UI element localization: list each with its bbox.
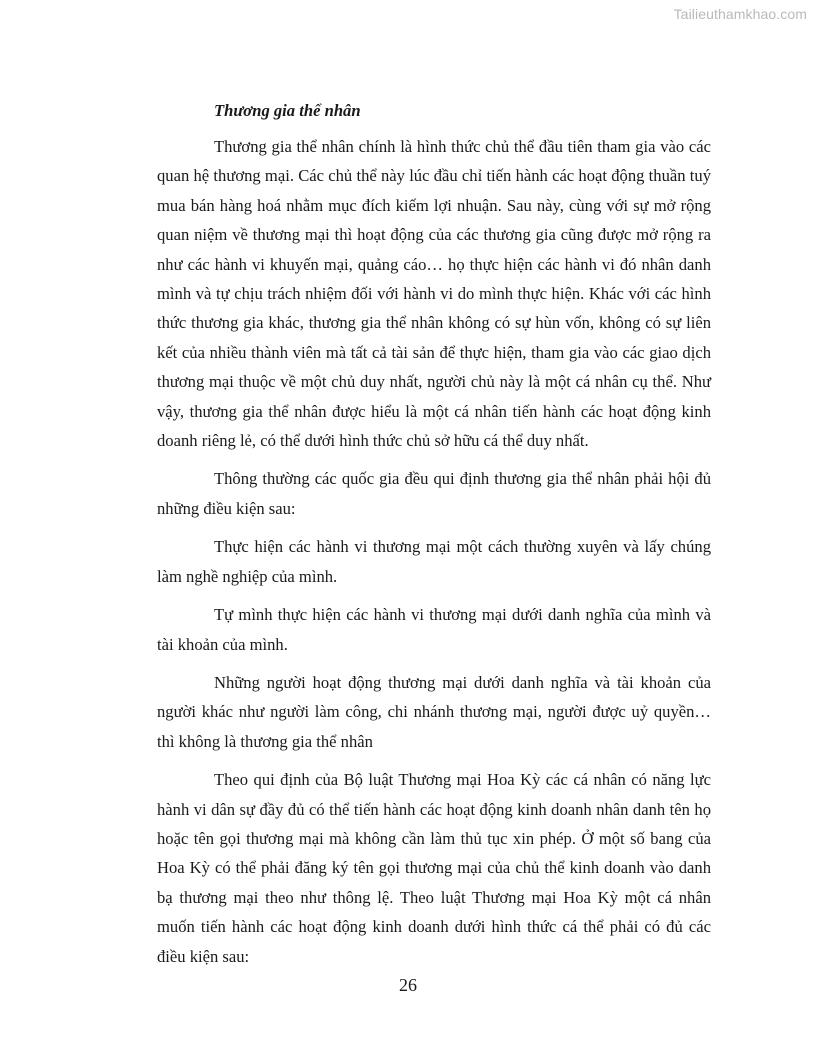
section-heading: Thương gia thể nhân [214,101,361,120]
paragraph-5: Những người hoạt động thương mại dưới danh nghĩa và tài khoản của người khác như người làm công, chi nhánh thương mại, người được uỷ quyền… thì không là thương gia thể nhân [157,672,711,751]
paragraph-6: Theo qui định của Bộ luật Thương mại Hoa Kỳ các cá nhân có năng lực hành vi dân sự đầy đủ có thể tiến hành các hoạt động kinh doanh nhân danh tên họ hoặc tên gọi thương mại mà không cần làm thủ tục xin phép. Ở một số bang của Hoa Kỳ có thể phải đăng ký tên gọi thương mại của chủ thể kinh doanh vào danh bạ thương mại theo như thông lệ. Theo luật Thương mại Hoa Kỳ một cá nhân muốn tiến hành các hoạt động kinh doanh dưới hình thức cá thể phải có đủ các điều kiện sau: [157,770,711,966]
watermark-text: Tailieuthamkhao.com [673,6,807,22]
document-body [157,96,711,980]
page-number: 26 [399,975,417,995]
paragraph-4: Tự mình thực hiện các hành vi thương mại dưới danh nghĩa của mình và tài khoản của mình. [157,605,711,654]
paragraph-2: Thông thường các quốc gia đều qui định thương gia thể nhân phải hội đủ những điều kiện sau: [157,469,711,518]
paragraph-1: Thương gia thể nhân chính là hình thức chủ thể đầu tiên tham gia vào các quan hệ thương mại. Các chủ thể này lúc đầu chỉ tiến hành các hoạt động thuần tuý mua bán hàng hoá nhằm mục đích kiếm lợi nhuận. Sau này, cùng với sự mở rộng quan niệm về thương mại thì hoạt động của các thương gia cũng được mở rộng ra như các hành vi khuyến mại, quảng cáo… họ thực hiện các hành vi đó nhân danh mình và tự chịu trách nhiệm đối với hành vi do mình thực hiện. Khác với các hình thức thương gia khác, thương gia thể nhân không có sự hùn vốn, không có sự liên kết của nhiều thành viên mà tất cả tài sản để thực hiện, tham gia vào các giao dịch thương mại thuộc về một chủ duy nhất, người chủ này là một cá nhân cụ thể. Như vậy, thương gia thể nhân được hiểu là một cá nhân tiến hành các hoạt động kinh doanh riêng lẻ, có thể dưới hình thức chủ sở hữu cá thể duy nhất. [157,137,711,451]
paragraph-3: Thực hiện các hành vi thương mại một cách thường xuyên và lấy chúng làm nghề nghiệp của mình. [157,537,711,586]
